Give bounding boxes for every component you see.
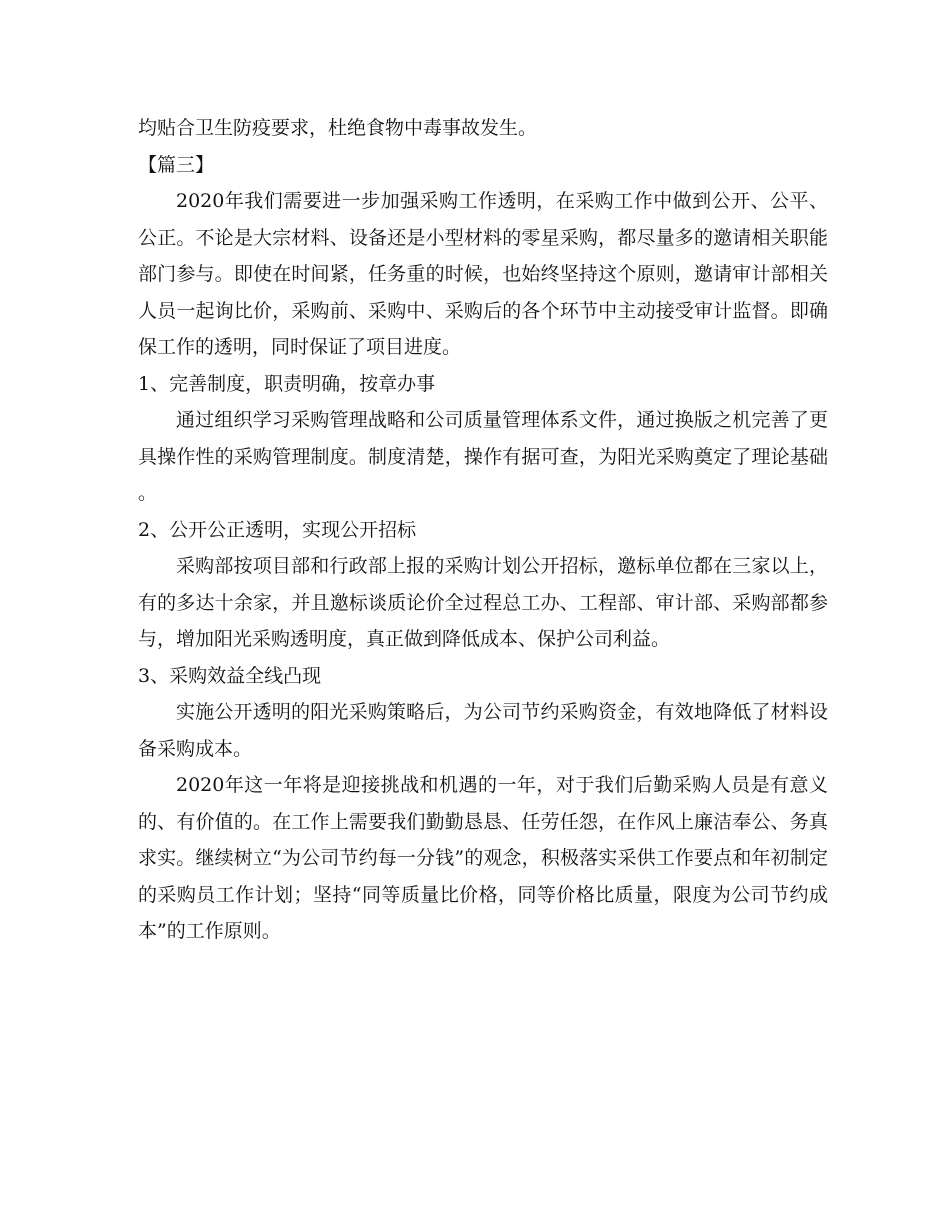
paragraph-2: 采购部按项目部和行政部上报的采购计划公开招标，邀标单位都在三家以上，有的多达十余家，并且邀标谈质论价全过程总工办、工程部、审计部、采购部都参与，增加阳光采购透明度，真正做到降低成本、保护公司利益。 <box>138 555 828 650</box>
paragraph-1: 通过组织学习采购管理战略和公司质量管理体系文件，通过换版之机完善了更具操作性的采购管理制度。制度清楚，操作有据可查，为阳光采购奠定了理论基础。 <box>138 409 828 504</box>
heading-2: 2、公开公正透明，实现公开招标 <box>138 518 417 541</box>
section-title: 【篇三】 <box>138 153 215 176</box>
document-page <box>138 110 828 950</box>
heading-3: 3、采购效益全线凸现 <box>138 664 322 687</box>
heading-1: 1、完善制度，职责明确，按章办事 <box>138 372 436 395</box>
paragraph-continuation: 均贴合卫生防疫要求，杜绝食物中毒事故发生。 <box>138 117 538 139</box>
paragraph-intro: 2020年我们需要进一步加强采购工作透明，在采购工作中做到公开、公平、公正。不论是大宗材料、设备还是小型材料的零星采购，都尽量多的邀请相关职能部门参与。即使在时间紧，任务重的时候，也始终坚持这个原则，邀请审计部相关人员一起询比价，采购前、采购中、采购后的各个环节中主动接受审计监督。即确保工作的透明，同时保证了项目进度。 <box>138 190 828 358</box>
paragraph-3: 实施公开透明的阳光采购策略后，为公司节约采购资金，有效地降低了材料设备采购成本。 <box>138 701 828 760</box>
paragraph-conclusion: 2020年这一年将是迎接挑战和机遇的一年，对于我们后勤采购人员是有意义的、有价值的。在工作上需要我们勤勤恳恳、任劳任怨，在作风上廉洁奉公、务真求实。继续树立“为公司节约每一分钱”的观念，积极落实采供工作要点和年初制定的采购员工作计划；坚持“同等质量比价格，同等价格比质量，限度为公司节约成本”的工作原则。 <box>138 774 828 942</box>
